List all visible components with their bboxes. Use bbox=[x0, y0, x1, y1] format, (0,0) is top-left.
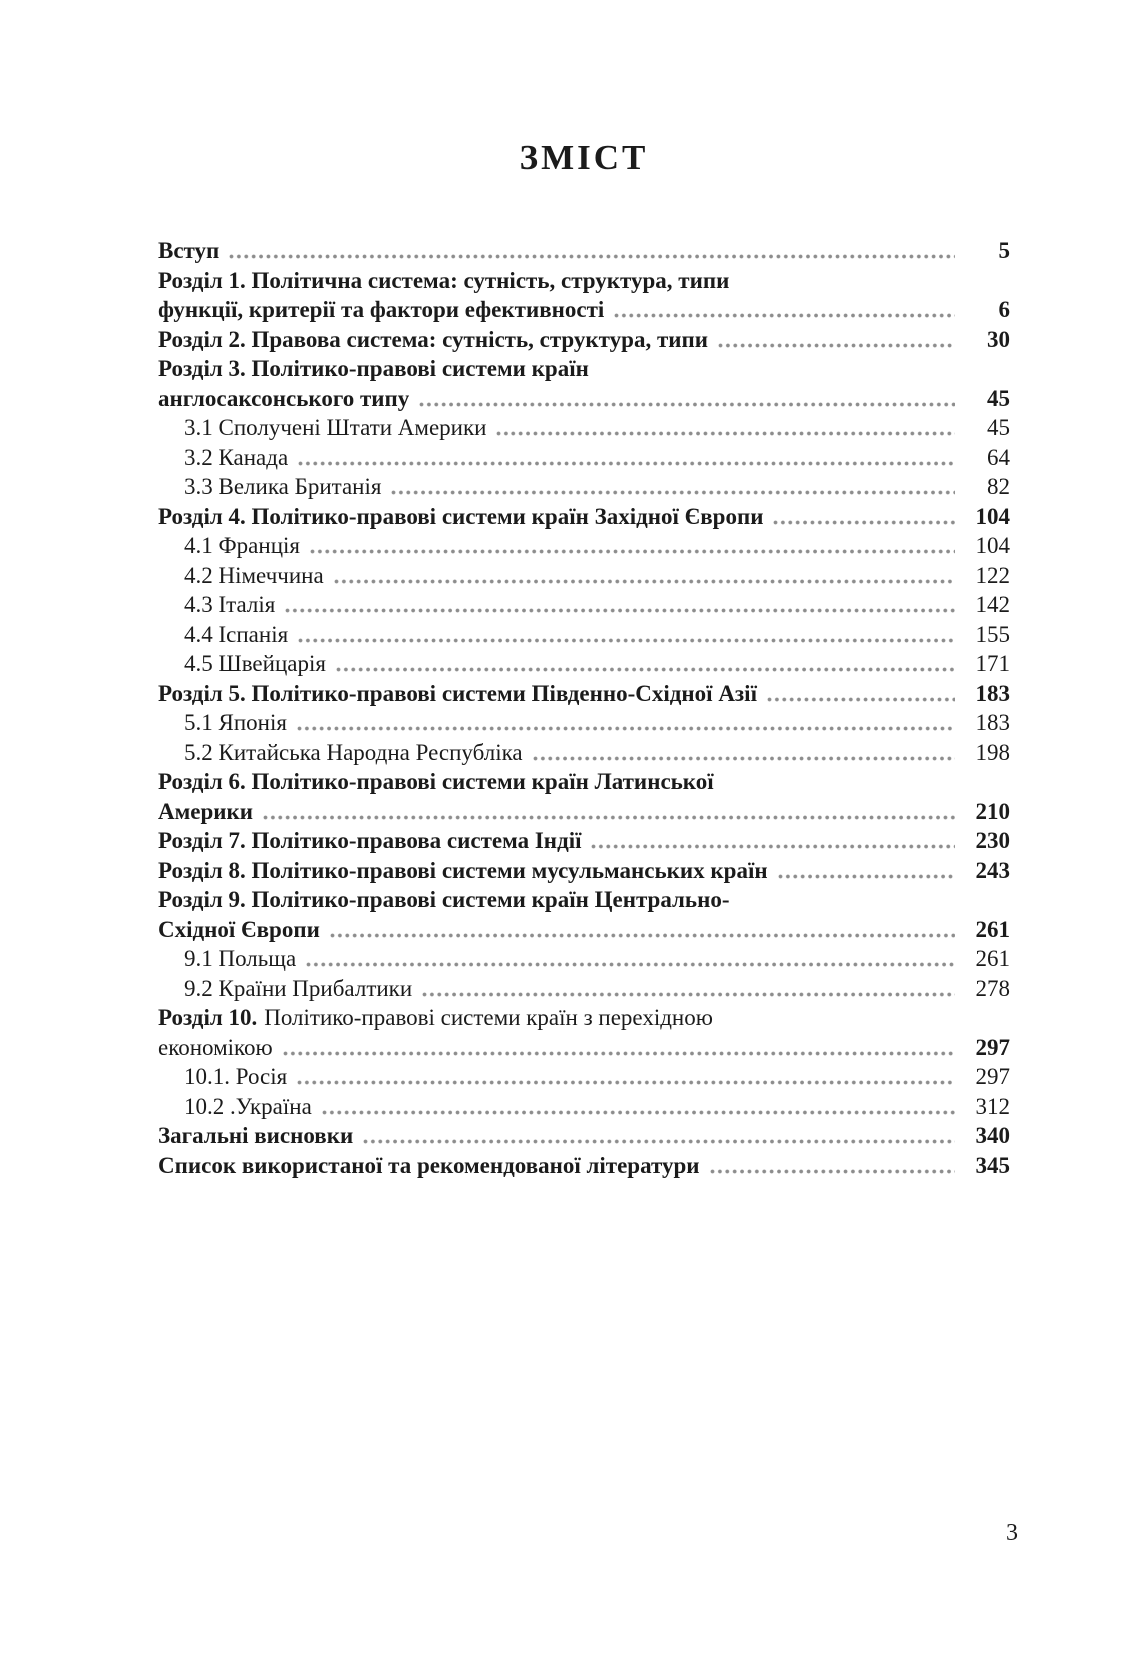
toc-entry-text: англосаксонського типу bbox=[158, 385, 410, 411]
toc-entry-text: функції, критерії та фактори ефективності bbox=[158, 297, 605, 322]
toc-entry bbox=[158, 1003, 1010, 1033]
dot-leader-icon bbox=[709, 1168, 955, 1175]
toc-entry-page: 261 bbox=[975, 946, 1010, 971]
toc-entry-text: Східної Європи bbox=[158, 916, 320, 942]
toc-entry-page: 45 bbox=[987, 385, 1010, 411]
toc-entry-text: Розділ 1. Політична система: сутність, структура, типи bbox=[158, 267, 730, 293]
toc-entry-text: 9.2 Країни Прибалтики bbox=[184, 975, 413, 1001]
toc-entry-page: 210 bbox=[975, 798, 1010, 824]
toc-entry-prefix: Розділ 10. bbox=[158, 1005, 258, 1030]
toc-entry bbox=[158, 649, 1010, 679]
dot-leader-icon bbox=[421, 991, 955, 998]
toc-entry-page: 30 bbox=[987, 326, 1010, 352]
dot-leader-icon bbox=[613, 312, 955, 319]
dot-leader-icon bbox=[297, 460, 955, 467]
toc-entry-text: 10.1. Росія bbox=[184, 1064, 288, 1089]
dot-leader-icon bbox=[297, 637, 955, 644]
toc-entry bbox=[158, 885, 1010, 915]
toc-entry bbox=[158, 354, 1010, 384]
toc-entry-page: 261 bbox=[975, 916, 1010, 942]
dot-leader-icon bbox=[362, 1138, 955, 1145]
toc-entry bbox=[158, 738, 1010, 768]
toc-entry-page: 45 bbox=[987, 415, 1010, 440]
toc-entry-text: 3.1 Сполучені Штати Америки bbox=[184, 415, 487, 440]
page-title: ЗМІСТ bbox=[519, 138, 649, 177]
toc-entry-page: 104 bbox=[975, 533, 1010, 558]
toc-entry-text: 4.2 Німеччина bbox=[184, 562, 324, 588]
toc-entry-text: Розділ 9. Політико-правові системи країн Центрально- bbox=[158, 887, 730, 912]
toc-entry-page: 183 bbox=[975, 710, 1010, 735]
toc-entry bbox=[158, 1092, 1010, 1122]
toc-entry bbox=[158, 944, 1010, 974]
toc-entry bbox=[158, 325, 1010, 355]
toc-entry bbox=[158, 1121, 1010, 1151]
toc-entry-page: 230 bbox=[975, 828, 1010, 853]
toc-entry-text: Розділ 8. Політико-правові системи мусульманських країн bbox=[158, 857, 768, 883]
dot-leader-icon bbox=[333, 578, 955, 585]
dot-leader-icon bbox=[335, 666, 955, 673]
table-of-contents bbox=[158, 236, 1010, 1180]
toc-entry-page: 142 bbox=[975, 592, 1010, 617]
dot-leader-icon bbox=[772, 519, 955, 526]
toc-entry-text: 4.4 Іспанія bbox=[184, 621, 289, 647]
toc-entry-text: Список використаної та рекомендованої літератури bbox=[158, 1152, 700, 1178]
dot-leader-icon bbox=[390, 489, 955, 496]
toc-entry-page: 297 bbox=[975, 1034, 1010, 1060]
toc-entry-text: 4.3 Італія bbox=[184, 592, 276, 617]
toc-entry-page: 122 bbox=[975, 562, 1010, 588]
toc-entry bbox=[158, 531, 1010, 561]
toc-entry-text: економікою bbox=[158, 1034, 273, 1060]
dot-leader-icon bbox=[228, 253, 955, 260]
dot-leader-icon bbox=[590, 843, 955, 850]
toc-entry-page: 6 bbox=[998, 297, 1010, 322]
toc-entry bbox=[158, 502, 1010, 532]
page-number: 3 bbox=[1006, 1520, 1018, 1546]
toc-entry-page: 297 bbox=[975, 1064, 1010, 1089]
dot-leader-icon bbox=[766, 696, 955, 703]
toc-entry bbox=[158, 295, 1010, 325]
toc-entry-text: Розділ 5. Політико-правові системи Південно-Східної Азії bbox=[158, 680, 757, 706]
toc-entry-page: 198 bbox=[975, 739, 1010, 765]
dot-leader-icon bbox=[309, 548, 955, 555]
toc-entry-page: 183 bbox=[975, 680, 1010, 706]
toc-entry-text: Америки bbox=[158, 798, 254, 824]
dot-leader-icon bbox=[717, 342, 955, 349]
toc-entry bbox=[158, 384, 1010, 414]
toc-entry bbox=[158, 620, 1010, 650]
dot-leader-icon bbox=[495, 430, 955, 437]
toc-entry bbox=[158, 472, 1010, 502]
dot-leader-icon bbox=[321, 1109, 955, 1116]
toc-entry bbox=[158, 767, 1010, 797]
toc-entry-page: 340 bbox=[975, 1123, 1010, 1148]
toc-entry bbox=[158, 1033, 1010, 1063]
toc-entry-text: 10.2 .Україна bbox=[184, 1093, 312, 1119]
toc-entry-text: Розділ 4. Політико-правові системи країн Західної Європи bbox=[158, 503, 764, 529]
toc-entry-page: 82 bbox=[987, 474, 1010, 499]
dot-leader-icon bbox=[284, 607, 955, 614]
dot-leader-icon bbox=[262, 814, 955, 821]
toc-entry bbox=[158, 266, 1010, 296]
toc-entry bbox=[158, 974, 1010, 1004]
toc-entry-page: 312 bbox=[975, 1093, 1010, 1119]
toc-entry bbox=[158, 561, 1010, 591]
toc-entry bbox=[158, 679, 1010, 709]
toc-entry-text: Політико-правові системи країн з перехідною bbox=[264, 1005, 713, 1030]
toc-entry-text: Розділ 2. Правова система: сутність, структура, типи bbox=[158, 326, 709, 352]
toc-entry-page: 155 bbox=[975, 621, 1010, 647]
dot-leader-icon bbox=[296, 1079, 955, 1086]
toc-entry-text: Загальні висновки bbox=[158, 1123, 354, 1148]
toc-entry bbox=[158, 443, 1010, 473]
dot-leader-icon bbox=[282, 1050, 955, 1057]
toc-entry bbox=[158, 708, 1010, 738]
toc-entry-text: 3.2 Канада bbox=[184, 444, 289, 470]
toc-entry-text: 4.5 Швейцарія bbox=[184, 651, 326, 676]
toc-entry-page: 5 bbox=[998, 238, 1010, 263]
toc-entry bbox=[158, 797, 1010, 827]
toc-entry-text: 5.2 Китайська Народна Республіка bbox=[184, 739, 523, 765]
toc-entry-text: 5.1 Японія bbox=[184, 710, 287, 735]
toc-entry-page: 64 bbox=[987, 444, 1010, 470]
toc-entry bbox=[158, 413, 1010, 443]
toc-entry-page: 243 bbox=[975, 857, 1010, 883]
toc-entry bbox=[158, 856, 1010, 886]
toc-entry-text: 4.1 Франція bbox=[184, 533, 300, 558]
dot-leader-icon bbox=[532, 755, 955, 762]
toc-entry-text: 3.3 Велика Британія bbox=[184, 474, 382, 499]
toc-entry bbox=[158, 1062, 1010, 1092]
dot-leader-icon bbox=[296, 725, 955, 732]
toc-entry-text: 9.1 Польща bbox=[184, 946, 297, 971]
dot-leader-icon bbox=[305, 961, 955, 968]
toc-entry-page: 345 bbox=[975, 1152, 1010, 1178]
toc-entry bbox=[158, 826, 1010, 856]
toc-entry-page: 171 bbox=[975, 651, 1010, 676]
toc-entry-text: Вступ bbox=[158, 238, 220, 263]
toc-entry-text: Розділ 3. Політико-правові системи країн bbox=[158, 356, 589, 381]
toc-entry-page: 278 bbox=[975, 975, 1010, 1001]
dot-leader-icon bbox=[329, 932, 955, 939]
toc-entry bbox=[158, 915, 1010, 945]
toc-entry bbox=[158, 590, 1010, 620]
dot-leader-icon bbox=[777, 873, 955, 880]
toc-entry bbox=[158, 1151, 1010, 1181]
toc-entry-text: Розділ 6. Політико-правові системи країн Латинської bbox=[158, 769, 714, 794]
dot-leader-icon bbox=[418, 401, 955, 408]
toc-entry-page: 104 bbox=[975, 503, 1010, 529]
toc-entry-text: Розділ 7. Політико-правова система Індії bbox=[158, 828, 582, 853]
toc-entry bbox=[158, 236, 1010, 266]
